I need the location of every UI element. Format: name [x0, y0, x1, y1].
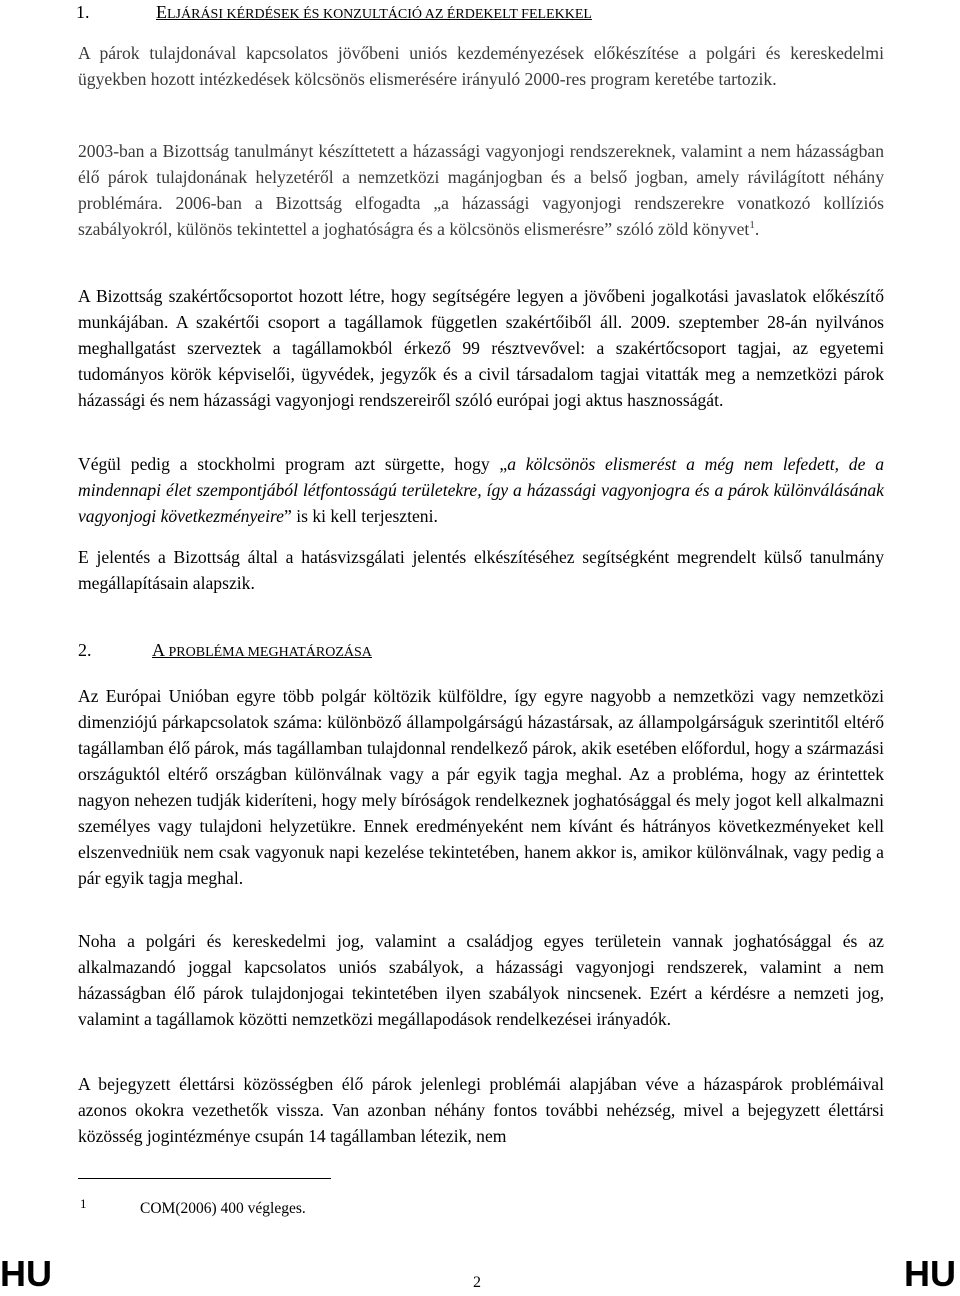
footnote-text: COM(2006) 400 végleges. — [140, 1200, 306, 1217]
footnote-number: 1 — [80, 1196, 87, 1211]
footnote-ref: 1 — [749, 219, 755, 232]
paragraph-4-lead: Végül pedig a stockholmi program azt sürgette, hogy „ — [78, 454, 508, 474]
paragraph-4 — [78, 451, 884, 529]
paragraph-1: A párok tulajdonával kapcsolatos jövőbeni uniós kezdeményezések előkészítése a polgári és kereskedelmi ügyekben hozott intézkedések kölcsönös elismerésére irányuló 2000-res program keretébe tartozik. — [78, 43, 884, 89]
language-code-right: HU — [904, 1253, 956, 1294]
section-2-number: 2. — [78, 640, 92, 660]
paragraph-6: Az Európai Unióban egyre több polgár költözik külföldre, így egyre nagyobb a nemzetközi vagy nemzetközi dimenziójú párkapcsolatok száma: különböző állampolgárságú házastársak, az állampolgárságuk szerintitől eltérő tagállamban élő párok, más tagállamban tulajdonnal rendelkező párok, akik esetében előfordul, hogy a származási országuktól eltérő országban különválnak vagy a pár egyik tagja meghal. Az a probléma, hogy az érintettek nagyon nehezen tudják kideríteni, hogy mely bíróságok rendelkeznek joghatósággal és mely jogot kell alkalmazni személyes vagy tulajdoni helyzetükre. Ennek eredményeként nem kívánt és hátrányos következményeket kell elszenvedniük nem csak vagyonuk napi kezelése tekintetében, hanem akkor is, amikor különválnak, vagy pedig a pár egyik tagja meghal. — [78, 686, 884, 888]
paragraph-4-tail: ” is ki kell terjeszteni. — [283, 506, 438, 526]
paragraph-8: A bejegyzett élettársi közösségben élő párok jelenlegi problémái alapjában véve a házaspárok problémáival azonos okokra vezethetők vissza. Van azonban néhány fontos további nehézség, mivel a bejegyzett élettársi közösség jogintézménye csupán 14 tagállamban létezik, nem — [78, 1074, 884, 1146]
language-code-left: HU — [0, 1253, 52, 1294]
section-1-title: ELJÁRÁSI KÉRDÉSEK ÉS KONZULTÁCIÓ AZ ÉRDEKELT FELEKKEL — [156, 2, 592, 22]
paragraph-2 — [78, 138, 884, 242]
footnote-divider — [78, 1178, 331, 1179]
page-number: 2 — [473, 1274, 481, 1291]
paragraph-4-quote: a kölcsönös elismerést a még nem lefedett, de a mindennapi élet szempontjából létfontosságú területekre, így a házassági vagyonjogra és a párok különválásának vagyonjogi következményeire — [78, 454, 884, 526]
section-2-title: A PROBLÉMA MEGHATÁROZÁSA — [152, 640, 372, 660]
paragraph-2-end: . — [754, 219, 760, 239]
paragraph-3: A Bizottság szakértőcsoportot hozott létre, hogy segítségére legyen a jövőbeni jogalkotási javaslatok előkészítő munkájában. A szakértői csoport a tagállamok független szakértőiből áll. 2009. szeptember 28-án nyilvános meghallgatást szerveztek a tagállamokból érkező 99 résztvevővel: a szakértőcsoport tagjai, az egyetemi tudományos körök képviselői, ügyvédek, jegyzők és a civil társadalom tagjai vitatták meg a nemzetközi párok házassági és nem házassági vagyonjogi rendszereiről szóló európai jogi aktus hasznosságát. — [78, 286, 884, 410]
paragraph-5: E jelentés a Bizottság által a hatásvizsgálati jelentés elkészítéséhez segítségként megrendelt külső tanulmány megállapításain alapszik. — [78, 547, 884, 593]
section-1-number: 1. — [76, 2, 90, 22]
paragraph-7: Noha a polgári és kereskedelmi jog, valamint a családjog egyes területein vannak joghatósággal és az alkalmazandó joggal kapcsolatos uniós szabályok, a házassági vagyonjogi rendszerek, valamint a nem házasságban élő párok tulajdonjogai tekintetében ilyen szabályok nincsenek. Ezért a kérdésre a nemzeti jog, valamint a tagállamok közötti nemzetközi megállapodások rendelkezései irányadók. — [78, 931, 884, 1029]
paragraph-2-text: 2003-ban a Bizottság tanulmányt készíttetett a házassági vagyonjogi rendszereknek, valamint a nem házasságban élő párok tulajdonának helyzetéről a nemzetközi magánjogban és a belső jogban, amely rávilágított néhány problémára. 2006-ban a Bizottság elfogadta „a házassági vagyonjogi rendszerekre vonatkozó kollíziós szabályokról, különös tekintettel a joghatóságra és a kölcsönös elismerésre” szóló zöld könyvet — [78, 141, 884, 239]
